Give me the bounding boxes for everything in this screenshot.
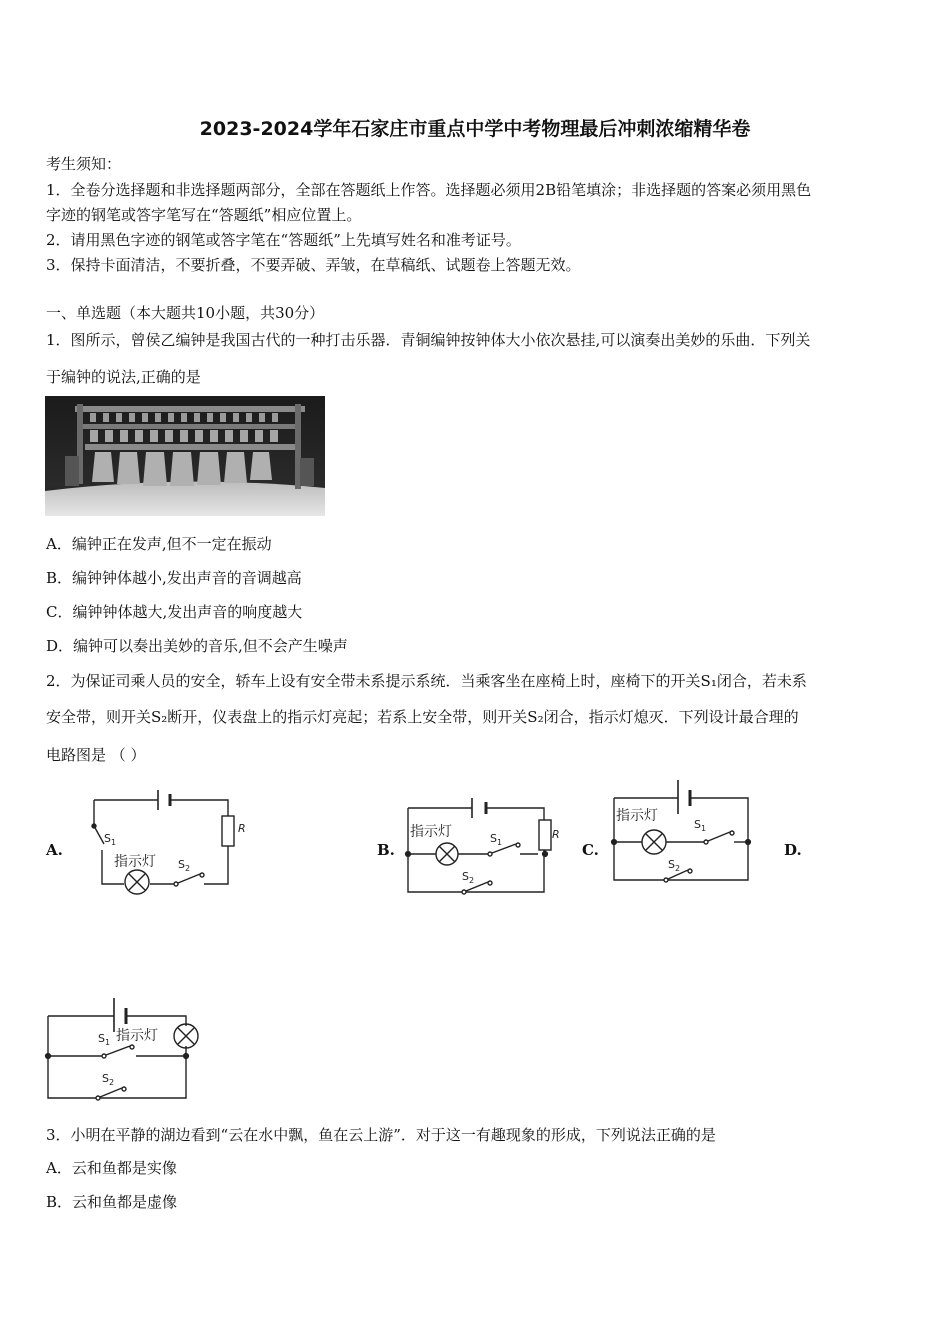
q1-stem-line2: 于编钟的说法,正确的是 (46, 368, 201, 386)
circuit-a-s1-sub: 1 (111, 838, 117, 847)
q2-stem-line1: 2．为保证司乘人员的安全，轿车上设有安全带未系提示系统．当乘客坐在座椅上时，座椅下的开关S₁闭合，若未系 (46, 672, 807, 690)
q2-stem-line3: 电路图是 （ ） (46, 746, 146, 764)
circuit-b (400, 792, 560, 902)
bianzhong-photo (45, 396, 325, 516)
q1-option-d: D．编钟可以奏出美妙的音乐,但不会产生噪声 (46, 637, 348, 655)
circuit-c (608, 776, 758, 886)
circuit-b-lamp-label: 指示灯 (410, 824, 452, 840)
notice-item-3: 3．保持卡面清洁，不要折叠，不要弄破、弄皱，在草稿纸、试题卷上答题无效。 (46, 256, 581, 274)
notice-item-2: 2．请用黑色字迹的钢笔或答字笔在“答题纸”上先填写姓名和准考证号。 (46, 231, 521, 249)
circuit-a-s2-sub: 2 (185, 864, 191, 873)
circuit-a-lamp-label: 指示灯 (114, 854, 156, 870)
circuit-c-s1: S (694, 818, 701, 831)
notice-item-1a: 1．全卷分选择题和非选择题两部分，全部在答题纸上作答。选择题必须用2B铅笔填涂；非选择题的答案必须用黑色 (46, 181, 812, 199)
circuit-d-s1-sub: 1 (105, 1038, 111, 1047)
circuit-a-s2: S (178, 858, 185, 871)
circuit-b-s2-sub: 2 (469, 876, 475, 885)
q2-label-c: C. (582, 841, 599, 859)
circuit-d-s2-sub: 2 (109, 1078, 115, 1087)
circuit-a (80, 782, 250, 902)
q1-option-a: A．编钟正在发声,但不一定在振动 (46, 535, 272, 553)
notice-item-1b: 字迹的钢笔或答字笔写在“答题纸”相应位置上。 (46, 206, 362, 224)
q3-option-b: B．云和鱼都是虚像 (46, 1193, 178, 1211)
page-title: 2023-2024学年石家庄市重点中学中考物理最后冲刺浓缩精华卷 (199, 118, 751, 140)
circuit-b-s2: S (462, 870, 469, 883)
circuit-a-s1: S (104, 832, 111, 845)
q2-stem-line2: 安全带，则开关S₂断开，仪表盘上的指示灯亮起；若系上安全带，则开关S₂闭合，指示灯熄灭．下列设计最合理的 (46, 708, 799, 726)
q3-stem: 3．小明在平静的湖边看到“云在水中飘，鱼在云上游”．对于这一有趣现象的形成，下列说法正确的是 (46, 1126, 716, 1144)
circuit-d-s2: S (102, 1072, 109, 1085)
q2-label-a: A. (46, 841, 63, 859)
circuit-b-s1: S (490, 832, 497, 845)
circuit-b-r: R (552, 828, 560, 841)
q1-stem-line1: 1．图所示，曾侯乙编钟是我国古代的一种打击乐器．青铜编钟按钟体大小依次悬挂,可以演奏出美妙的乐曲．下列关 (46, 331, 811, 349)
section-heading: 一、单选题（本大题共10小题，共30分） (46, 304, 325, 322)
q1-option-c: C．编钟钟体越大,发出声音的响度越大 (46, 603, 303, 621)
circuit-d (42, 994, 212, 1104)
circuit-d-lamp-label: 指示灯 (116, 1028, 158, 1044)
notice-heading: 考生须知： (46, 155, 122, 173)
q3-option-a: A．云和鱼都是实像 (46, 1159, 177, 1177)
circuit-c-s1-sub: 1 (701, 824, 707, 833)
circuit-c-s2: S (668, 858, 675, 871)
q2-label-b: B. (377, 841, 395, 859)
circuit-b-s1-sub: 1 (497, 838, 503, 847)
circuit-d-s1: S (98, 1032, 105, 1045)
q2-label-d: D. (784, 841, 802, 859)
circuit-a-r: R (238, 822, 246, 835)
q1-option-b: B．编钟钟体越小,发出声音的音调越高 (46, 569, 302, 587)
circuit-c-s2-sub: 2 (675, 864, 681, 873)
circuit-c-lamp-label: 指示灯 (616, 808, 658, 824)
